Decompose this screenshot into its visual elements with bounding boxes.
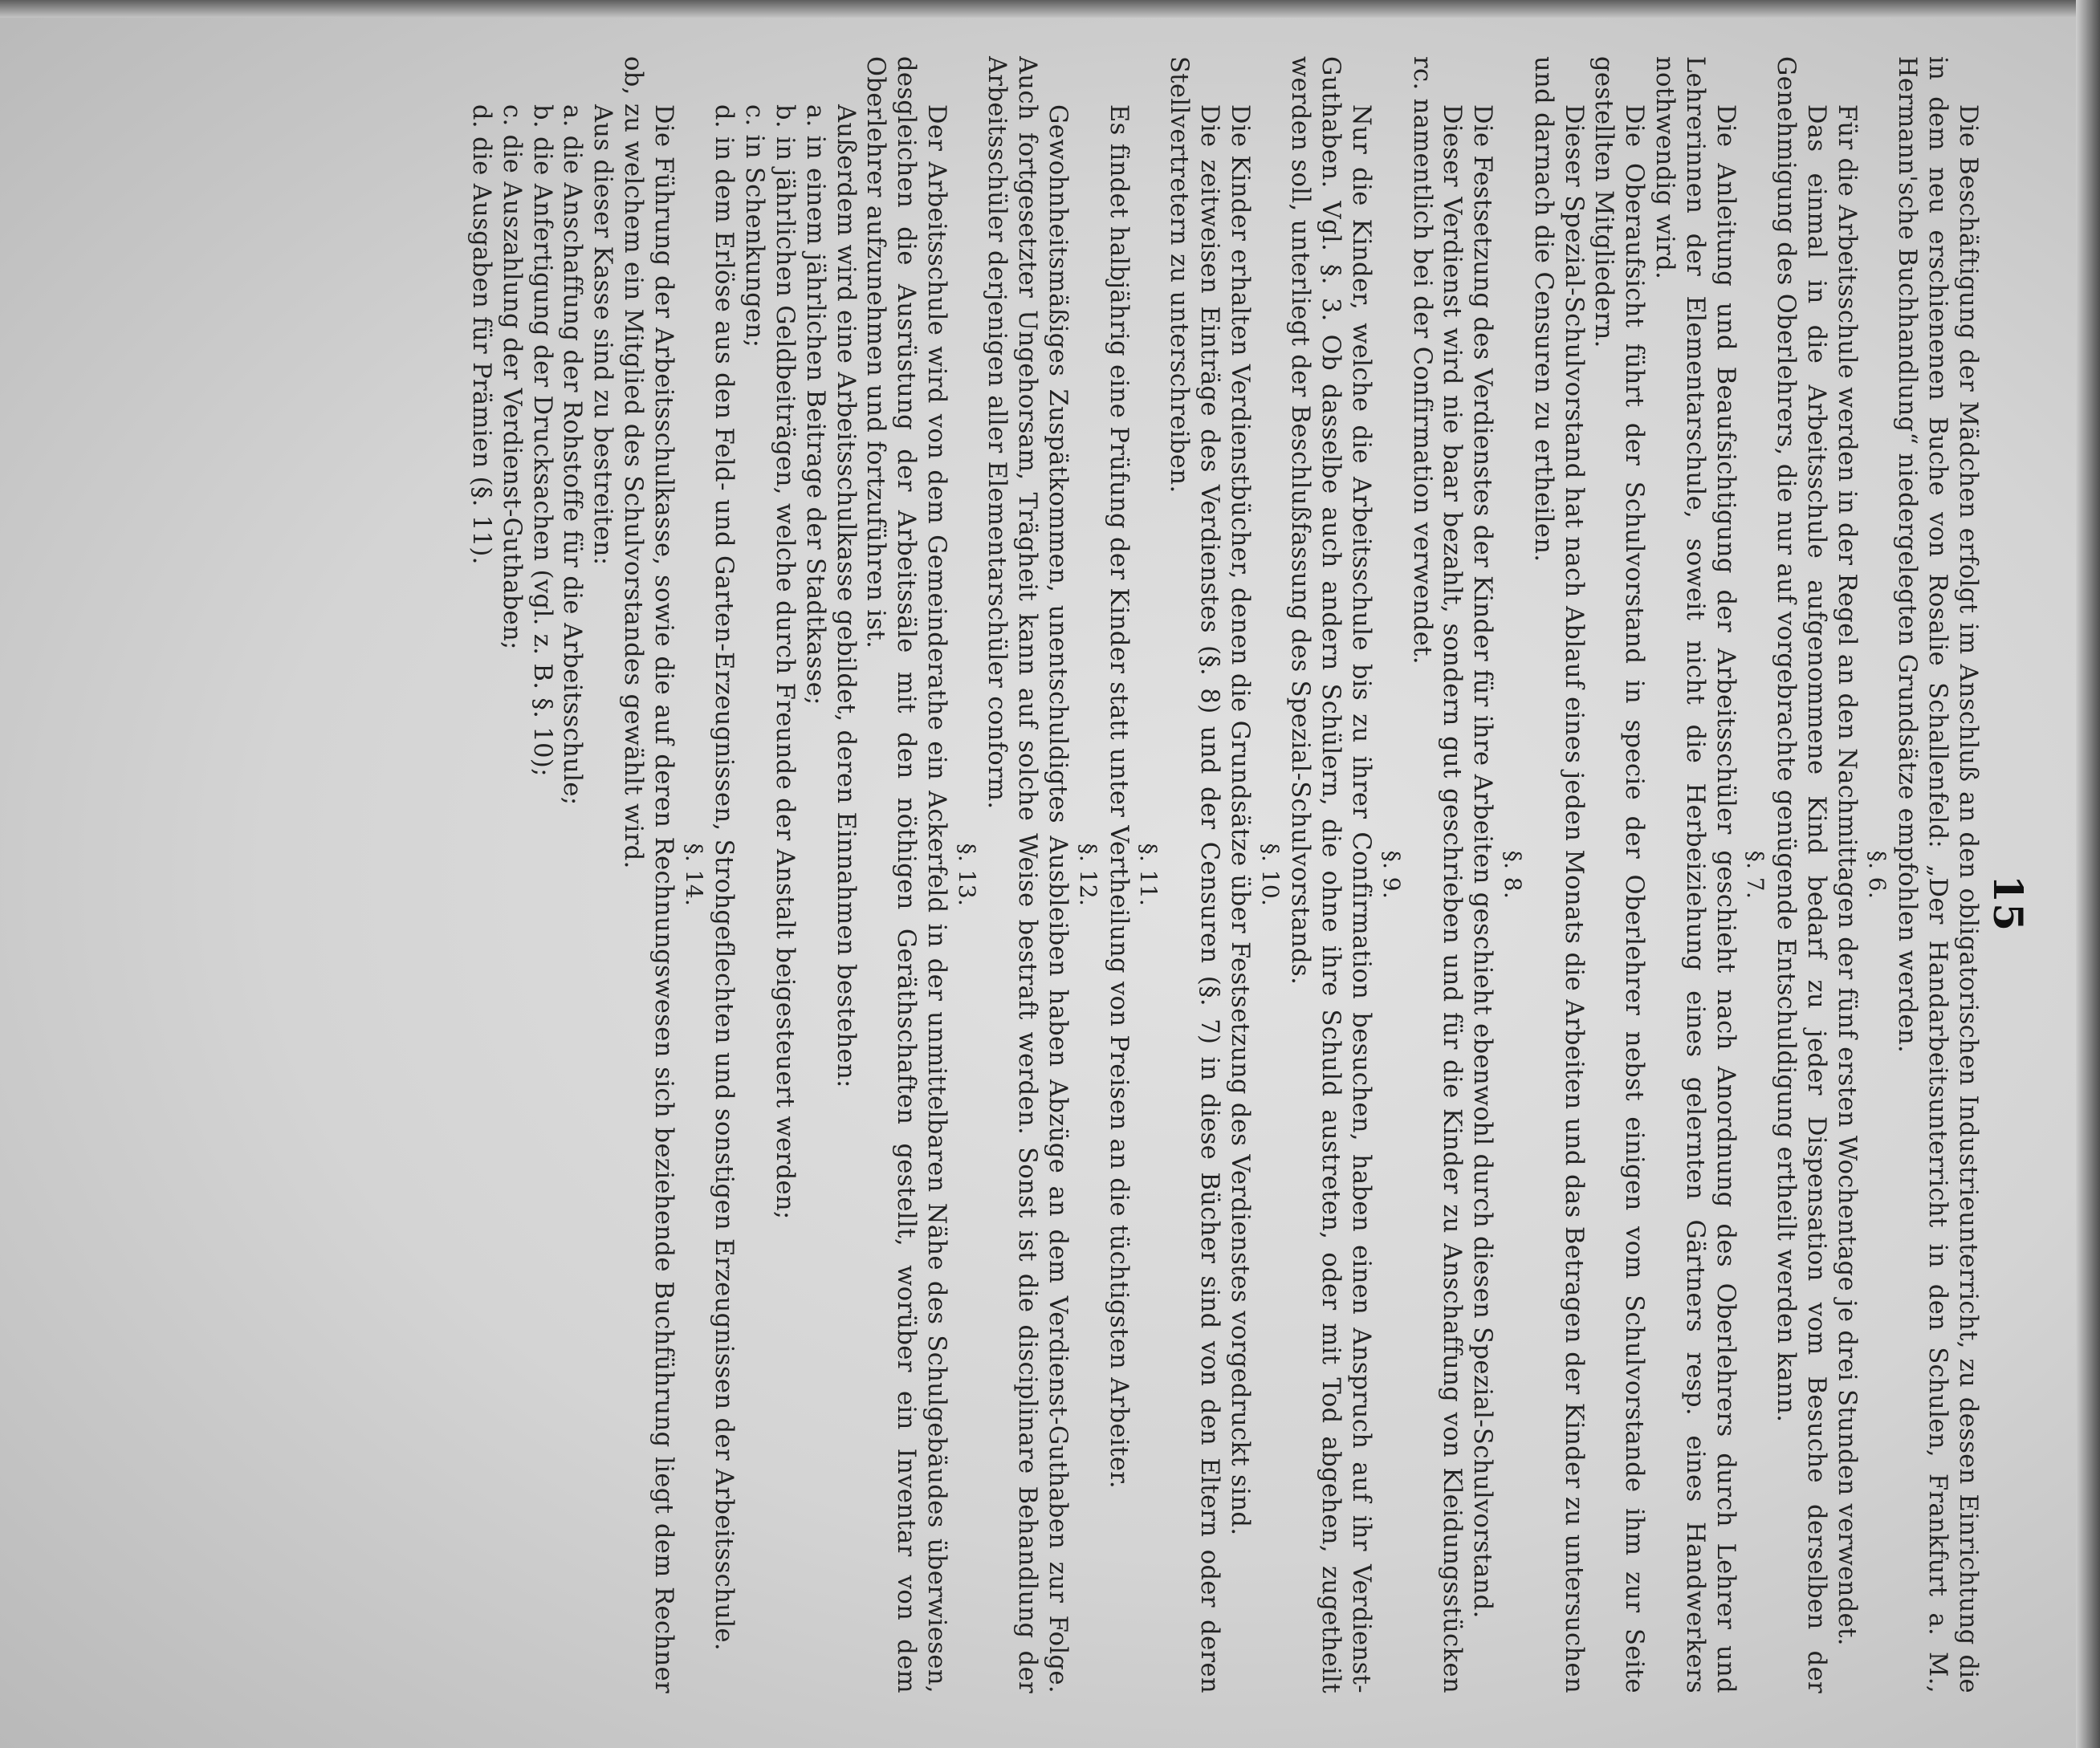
section-9-paragraph: Nur die Kinder, welche die Arbeitsschule bis zu ihrer Confirmation besuchen, haben einen Anspruch auf ihr Verdienst-Guthaben. Vgl. §. 3. Ob dasselbe auch andern Schülern, die ohne ihre Schuld austreten, oder mit Tod abgehen, zugetheilt werden soll, unterliegt der Beschlußfassung des Spezial-Schulvorstands. [1286,56,1376,1693]
scan-top-edge [0,0,2100,18]
section-14-list-item: a. die Anschaffung der Rohstoffe für die Arbeitsschule; [558,104,587,806]
section-heading-7: §. 7. [1742,850,1769,900]
section-14-list-item: c. die Auszahlung der Verdienst-Guthaben; [497,104,526,650]
section-7-paragraph: Die Oberaufsicht führt der Schulvorstand in specie der Oberlehrer nebst einigen vom Schulvorstande ihm zur Seite gestellten Mitgliedern. [1589,56,1649,1693]
section-14-list-item: b. die Anfertigung der Drucksachen (vgl. z. B. §. 10); [527,104,556,777]
section-10-paragraph: Die Kinder erhalten Verdienstbücher, denen die Grundsätze über Festsetzung des Verdienstes vorgedruckt sind. [1225,104,1254,1536]
section-8-paragraph: Dieser Verdienst wird nie baar bezahlt, sondern gut geschrieben und für die Kinder zu Anschaffung von Kleidungsstücken rc. namentlich bei der Confirmation verwendet. [1407,56,1467,1693]
section-13-list-item: a. in einem jährlichen Beitrage der Stadtkasse; [800,104,829,705]
page-text-block [297,56,2032,1693]
section-14-paragraph: Die Führung der Arbeitsschulkasse, sowie die auf deren Rechnungswesen sich beziehende Buchführung liegt dem Rechner ob, zu welchem ein Mitglied des Schulvorstandes gewählt wird. [618,56,678,1693]
rotated-page [297,56,2032,1693]
section-14-list-intro: Aus dieser Kasse sind zu bestreiten: [588,104,617,566]
section-heading-14: §. 14. [680,843,707,907]
section-13-list-item: d. in dem Erlöse aus den Feld- und Garten-Erzeugnissen, Strohgeflechten und sonstigen Erzeugnissen der Arbeitsschule. [710,104,739,1652]
section-11-paragraph: Es findet halbjährig eine Prüfung der Kinder statt unter Vertheilung von Preisen an die tüchtigsten Arbeiter. [1104,104,1133,1490]
section-heading-11: §. 11. [1135,843,1162,907]
page-number: 15 [1984,875,2032,932]
section-7-paragraph: Dieser Spezial-Schulvorstand hat nach Ablauf eines jeden Monats die Arbeiten und das Betragen der Kinder zu untersuchen und darnach die Censuren zu ertheilen. [1528,56,1588,1693]
section-7-paragraph: Die Anleitung und Beaufsichtigung der Arbeitsschüler geschieht nach Anordnung des Oberlehrers durch Lehrer und Lehrerinnen der Elementarschule, soweit nicht die Herbeiziehung eines gelernten Gärtners resp. eines Handwerkers nothwendig wird. [1650,56,1740,1693]
section-10-paragraph: Die zeitweisen Einträge des Verdienstes (§. 8) und der Censuren (§. 7) in diese Bücher sind von den Eltern oder deren Stellvertretern zu unterschreiben. [1165,56,1224,1693]
section-12-paragraph: Gewohnheitsmäßiges Zuspätkommen, unentschuldigtes Ausbleiben haben Abzüge an dem Verdienst-Guthaben zur Folge. Auch fortgesetzter Ungehorsam, Trägheit kann auf solche Weise bestraft werden. Sonst ist die disciplinare Behandlung der Arbeitsschüler derjenigen aller Elementarschüler conform. [983,56,1072,1693]
section-heading-12: §. 12. [1074,843,1101,907]
section-13-paragraph: Außerdem wird eine Arbeitsschulkasse gebildet, deren Einnahmen bestehen: [831,104,860,1088]
section-13-paragraph: Der Arbeitsschule wird von dem Gemeinderathe ein Ackerfeld in der unmittelbaren Nähe des Schulgebäudes überwiesen, desgleichen die Ausrüstung der Arbeitssäle mit den nöthigen Geräthschaften gestellt, worüber ein Inventar von dem Oberlehrer aufzunehmen und fortzuführen ist. [861,56,950,1693]
section-6-paragraph: Das einmal in die Arbeitsschule aufgenommene Kind bedarf zu jeder Dispensation vom Besuche derselben der Genehmigung des Oberlehrers, die nur auf vorgebrachte genügende Entschuldigung ertheilt werden kann. [1772,56,1831,1693]
section-heading-6: §. 6. [1863,850,1890,900]
section-8-paragraph: Die Festsetzung des Verdienstes der Kinder für ihre Arbeiten geschieht ebenwohl durch diesen Spezial-Schulvorstand. [1468,104,1497,1619]
section-13-list-item: b. in jährlichen Geldbeiträgen, welche durch Freunde der Anstalt beigesteuert werden; [770,104,799,1220]
section-14-list-item: d. die Ausgaben für Prämien (§. 11). [466,104,495,565]
intro-paragraph: Die Beschäftigung der Mädchen erfolgt im Anschluß an den obligatorischen Industrieunterricht, zu dessen Einrichtung die in dem neu erschienenen Buche von Rosalie Schallenfeld: „Der Handarbeitsunterricht in den Schulen, Frankfurt a. M., Hermann'sche Buchhandlung“ niedergelegten Grundsätze empfohlen werden. [1893,56,1982,1693]
scan-right-edge [2076,0,2100,1748]
section-heading-9: §. 9. [1378,850,1405,900]
section-6-paragraph: Für die Arbeitsschule werden in der Regel an den Nachmittagen der fünf ersten Wochentage je drei Stunden verwendet. [1832,104,1861,1646]
section-13-list-item: c. in Schenkungen; [740,104,769,348]
section-heading-10: §. 10. [1256,843,1284,907]
section-heading-8: §. 8. [1500,850,1527,900]
section-heading-13: §. 13. [953,843,980,907]
